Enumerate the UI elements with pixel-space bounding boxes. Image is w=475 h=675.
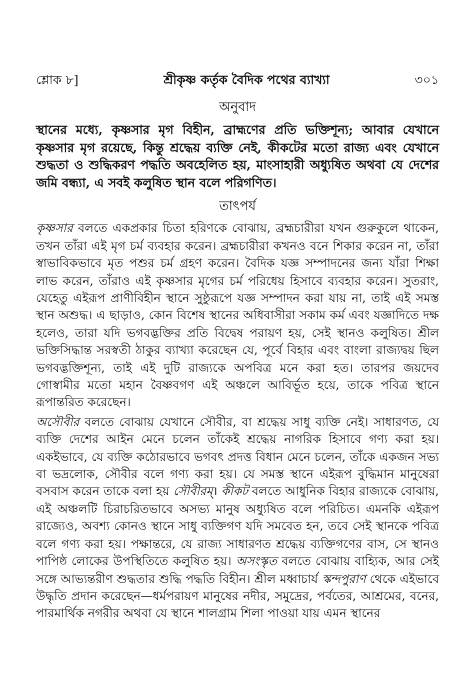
chapter-title: শ্রীকৃষ্ণ কর্তৃক বৈদিক পথের ব্যাখ্যা <box>163 72 330 87</box>
purport-p2-text-a: বলতে বোঝায় যেখানে সৌবীর, বা শ্রদ্ধেয় সাধু ব্যক্তি নেই। সাধারণত, যে ব্যক্তি দেশের আইন মেনে চলেন তাঁকেই শ্রদ্ধেয় নাগরিক হিসাবে গণ্য করা হয়। একইভাবে, যে ব্যক্তি কঠোরভাবে ভগবৎ প্রদত্ত বিধান মেনে চলেন, তাঁকে একজন সভ্য বা ভদ্রলোক, সৌবীর বলে গণ্য করা হয়। যে সমস্ত স্থানে এইরূপ বুদ্ধিমান মানুষেরা বসবাস করেন তাকে বলা হয় <box>36 414 439 499</box>
translation-text: স্থানের মধ্যে, কৃষ্ণসার মৃগ বিহীন, ব্রাহ্মণের প্রতি ভক্তিশূন্য; আবার যেখানে কৃষ্ণসার মৃগ রয়েছে, কিন্তু শ্রদ্ধেয় ব্যক্তি নেই, কীকটের মতো রাজ্য এবং যেখানে শুদ্ধতা ও শুদ্ধিকরণ পদ্ধতি অবহেলিত হয়, মাংসাহারী অধ্যুষিত অথবা যে দেশের জমি বন্ধ্যা, এ সবই কলুষিত স্থান বলে পরিগণিত। <box>36 122 439 190</box>
purport-p2-text-d: থেকে এইভাবে উদ্ধৃতি প্রদান করেছেন—ধর্মপরায়ণ মানুষের নদীর, সমুদ্রের, পর্বতের, আশ্রমের, বনের, পারমার্থিক নগরীর অথবা যে স্থানে শালগ্রাম শিলা পাওয়া যায় এমন স্থানের <box>36 571 440 621</box>
term-asauvira: অসৌবীর <box>36 414 80 429</box>
term-kikata: কীকট <box>221 484 248 499</box>
purport-p2-punct: । <box>212 484 222 499</box>
term-asamskrita: অসংস্কৃত <box>235 554 278 569</box>
term-sauviram: সৌবীরম্ <box>173 484 213 499</box>
purport-paragraph-2 <box>36 414 439 623</box>
purport-p2-text-c: বলতে বোঝায় বাহ্যিক, আর সেই সঙ্গে আভ্যন্তরীণ শুদ্ধতার শুদ্ধি পদ্ধতি বিহীন। শ্রীল মধ্বাচার্য <box>36 554 439 586</box>
purport-p1-text: বলতে একপ্রকার চিতা হরিণকে বোঝায়, ব্রহ্মচারীরা যখন গুরুকুলে থাকেন, তখন তাঁরা এই মৃগ চর্ম ব্যবহার করেন। ব্রহ্মচারীরা কখনও বনে শিকার করেন না, তাঁরা স্বাভাবিকভাবে মৃত পশুর চর্ম গ্রহণ করেন। বৈদিক যজ্ঞ সম্পাদনের জন্য যাঁরা শিক্ষা লাভ করেন, তাঁরাও এই কৃষ্ণসার মৃগের চর্ম পরিধেয় হিসাবে ব্যবহার করেন। সুতরাং, যেহেতু এইরূপ প্রাণীবিহীন স্থানে সুষ্ঠুরূপে যজ্ঞ সম্পাদন করা যায় না, তাই এই সমস্ত স্থান অশুদ্ধ। এ ছাড়াও, কোন বিশেষ স্থানের অধিবাসীরা সকাম কর্ম এবং যজ্ঞাদিতে দক্ষ হলেও, তারা যদি ভগবদ্ভক্তির প্রতি বিদ্বেষ পরায়ণ হয়, সেই স্থানও কলুষিত। শ্রীল ভক্তিসিদ্ধান্ত সরস্বতী ঠাকুর ব্যাখ্যা করেছেন যে, পূর্বে বিহার এবং বাংলা রাজ্যদ্বয় ছিল ভগবদ্ভক্তিশূন্য, তাই এই দুটি রাজ্যকে অপবিত্র মনে করা হত। তারপর জয়দেব গোস্বামীর মতো মহান বৈষ্ণবগণ এই অঞ্চলে আবির্ভূত হয়ে, তাকে পবিত্র স্থানে রূপান্তরিত করেছেন। <box>36 221 439 410</box>
purport-paragraph-1 <box>36 220 439 411</box>
purport-heading: তাৎপর্য <box>219 199 256 215</box>
verse-reference: শ্লোক ৮] <box>36 72 79 87</box>
purport-p2-text-b: বলতে আধুনিক বিহার রাজ্যকে বোঝায়, এই অঞ্চলটি চিরাচরিতভাবে অসভ্য মানুষ অধ্যুষিত বলে পরিচিত। এমনকি এইরূপ রাজ্যেও, অবশ্য কোনও স্থানে সাধু ব্যক্তিগণ যদি সমবেত হন, তবে সেই স্থানকে পবিত্র বলে গণ্য করা হয়। পক্ষান্তরে, যে রাজ্য সাধারণত শ্রদ্ধেয় ব্যক্তিগণের বাস, সে স্থানও পাপিষ্ঠ লোকের উপস্থিতিতে কলুষিত হয়। <box>36 484 439 569</box>
translation-heading: অনুবাদ <box>219 100 256 115</box>
term-skanda-purana: স্কন্দপুরাণ <box>322 571 366 586</box>
term-krishnasara: কৃষ্ণসার <box>36 221 73 236</box>
running-header <box>36 72 439 92</box>
page-number: ৩০১ <box>414 72 439 87</box>
